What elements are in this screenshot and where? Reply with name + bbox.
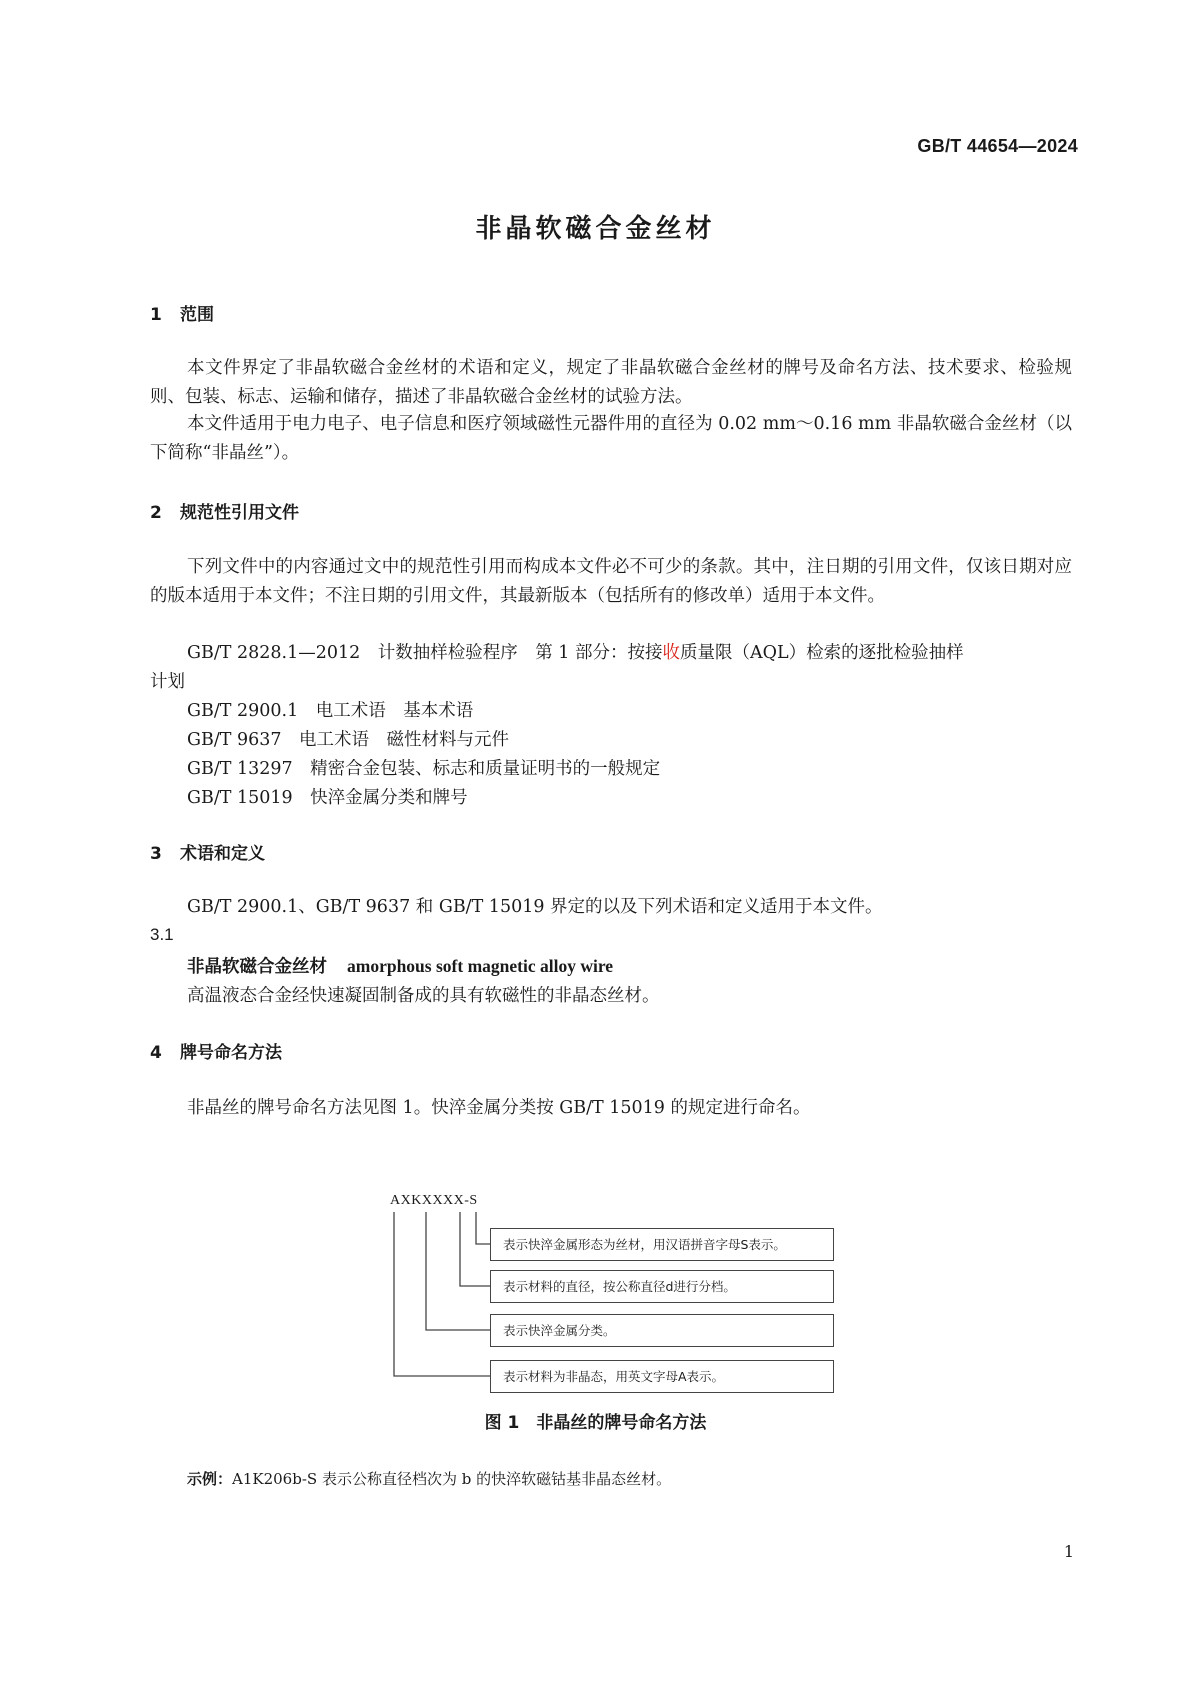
reference-gbt-2828-continued: 计划	[150, 672, 185, 692]
page-number: 1	[1063, 1542, 1074, 1561]
term-english: amorphous soft magnetic alloy wire	[347, 956, 614, 976]
section-title: 规范性引用文件	[180, 503, 299, 523]
term-chinese: 非晶软磁合金丝材	[187, 957, 327, 977]
reference-gbt-15019: GB/T 15019 快淬金属分类和牌号	[187, 788, 468, 808]
example-text: A1K206b-S 表示公称直径档次为 b 的快淬软磁钴基非晶态丝材。	[232, 1470, 672, 1488]
section-number: 3	[150, 844, 162, 864]
figure-box-diameter: 表示材料的直径，按公称直径d进行分档。	[490, 1270, 834, 1303]
references-intro: 下列文件中的内容通过文中的规范性引用而构成本文件必不可少的条款。其中，注日期的引用文件，仅该日期对应的版本适用于本文件；不注日期的引用文件，其最新版本（包括所有的修改单）适用于本文件。	[150, 557, 1072, 606]
section-number: 2	[150, 503, 162, 523]
connector-line-s	[476, 1212, 490, 1244]
reference-gbt-13297: GB/T 13297 精密合金包装、标志和质量证明书的一般规定	[187, 759, 661, 779]
example-label: 示例：	[187, 1470, 233, 1488]
document-title: 非晶软磁合金丝材	[475, 214, 716, 244]
figure-caption: 图 1 非晶丝的牌号命名方法	[484, 1413, 707, 1433]
reference-text-highlight: 收	[662, 643, 680, 663]
figure-box-form: 表示快淬金属形态为丝材，用汉语拼音字母S表示。	[490, 1228, 834, 1261]
connector-line-diameter	[460, 1212, 490, 1286]
figure-box-amorphous: 表示材料为非晶态，用英文字母A表示。	[490, 1360, 834, 1393]
connector-line-class	[426, 1212, 490, 1330]
section-title: 范围	[180, 305, 214, 325]
scope-paragraph-1: 本文件界定了非晶软磁合金丝材的术语和定义，规定了非晶软磁合金丝材的牌号及命名方法、技术要求、检验规则、包装、标志、运输和储存，描述了非晶软磁合金丝材的试验方法。	[150, 358, 1072, 407]
term-number: 3.1	[150, 925, 174, 944]
section-title: 术语和定义	[180, 844, 265, 864]
terms-intro: GB/T 2900.1、GB/T 9637 和 GB/T 15019 界定的以及下列术语和定义适用于本文件。	[187, 897, 883, 917]
example-note	[187, 1468, 671, 1489]
section-number: 1	[150, 305, 162, 325]
scope-paragraph-2: 本文件适用于电力电子、电子信息和医疗领域磁性元器件用的直径为 0.02 mm～0.16 mm 非晶软磁合金丝材（以下简称“非晶丝”）。	[150, 414, 1072, 463]
designation-code: AXKXXXX-S	[390, 1193, 478, 1208]
figure-box-classification: 表示快淬金属分类。	[490, 1314, 834, 1347]
term-definition: 高温液态合金经快速凝固制备成的具有软磁性的非晶态丝材。	[187, 986, 660, 1006]
standard-code: GB/T 44654—2024	[917, 136, 1078, 156]
reference-gbt-9637: GB/T 9637 电工术语 磁性材料与元件	[187, 730, 510, 750]
section-number: 4	[150, 1043, 162, 1063]
reference-text: 质量限（AQL）检索的逐批检验抽样	[680, 643, 964, 663]
naming-intro: 非晶丝的牌号命名方法见图 1。快淬金属分类按 GB/T 15019 的规定进行命名。	[187, 1098, 811, 1118]
reference-text: GB/T 2828.1—2012 计数抽样检验程序 第 1 部分：按接	[187, 643, 663, 663]
section-title: 牌号命名方法	[180, 1043, 282, 1063]
reference-gbt-2900-1: GB/T 2900.1 电工术语 基本术语	[187, 701, 474, 721]
